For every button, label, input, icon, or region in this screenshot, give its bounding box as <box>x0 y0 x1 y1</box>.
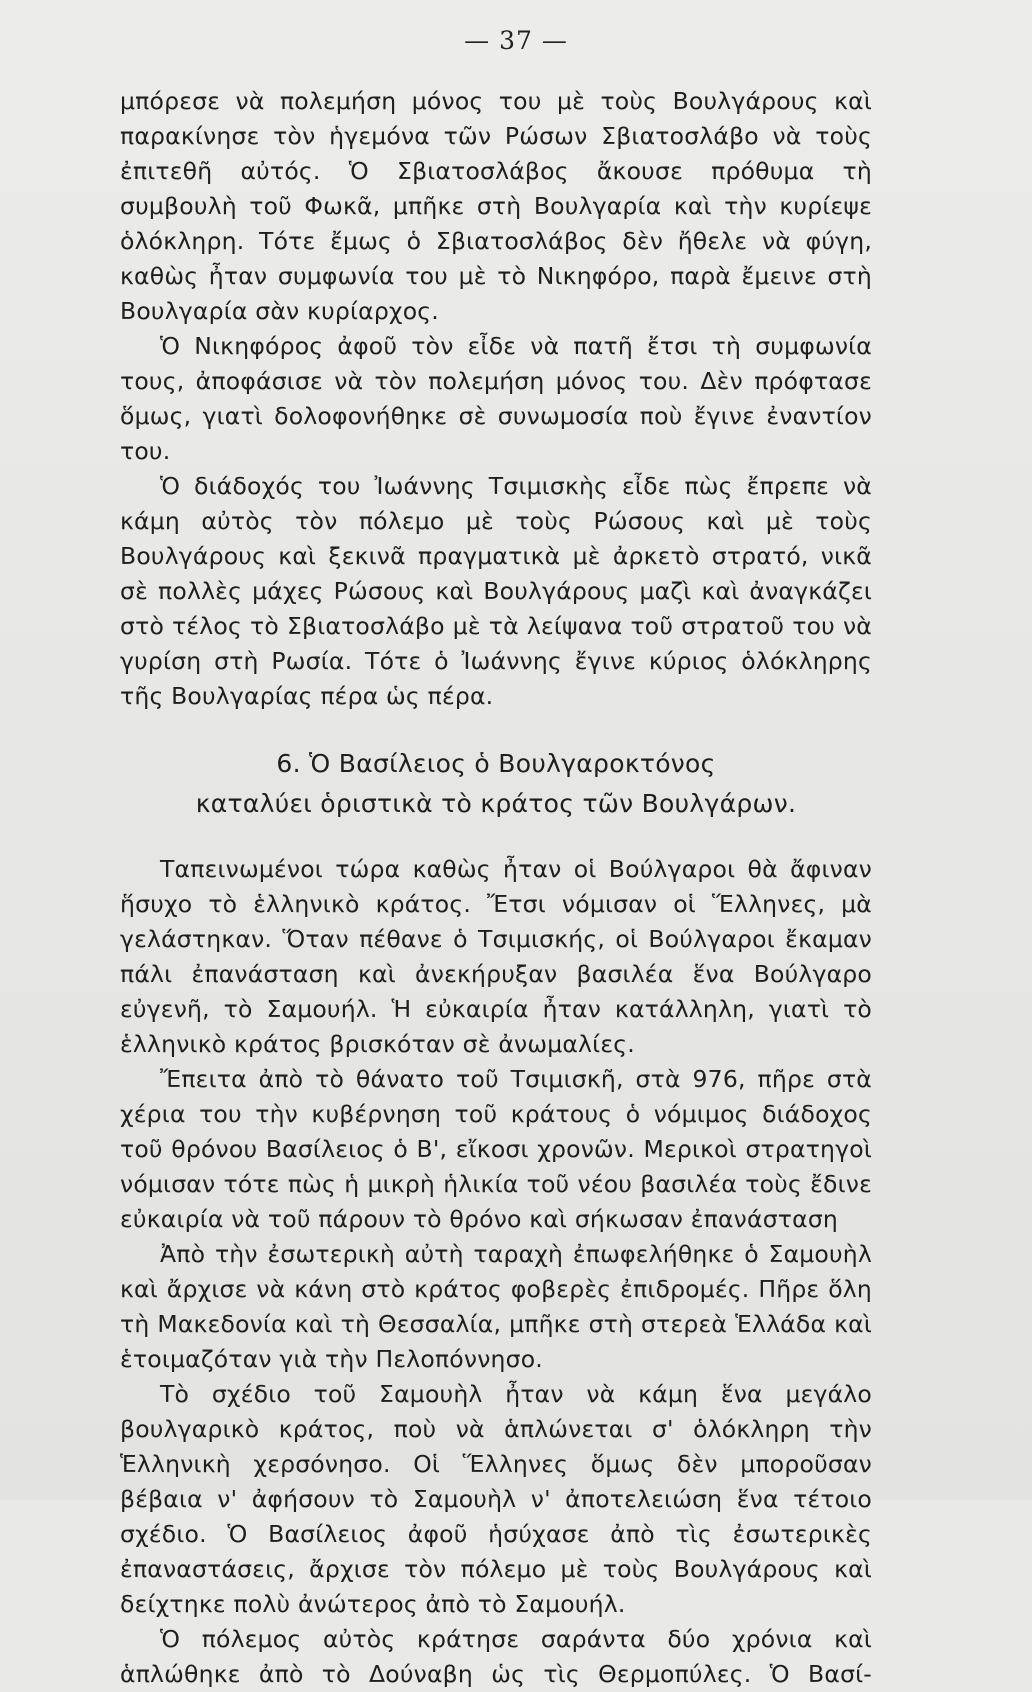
section-title <box>120 744 872 824</box>
paragraph-basil-ii: Ἔπειτα ἀπὸ τὸ θάνατο τοῦ Τσιμισκῆ, στὰ 976, πῆρε στὰ χέρια του τὴν κυβέρνηση τοῦ κράτους ὁ νόμιμος διάδοχος τοῦ θρόνου Βασίλειος ὁ Β', εἴκοσι χρονῶν. Μερικοὶ στρατηγοὶ νόμισαν τότε πὼς ἡ μικρὴ ἡλικία τοῦ νέου βασιλέα τοὺς ἔδινε εὐκαιρία νὰ τοῦ πάρουν τὸ θρόνο καὶ σήκωσαν ἐπανάσταση <box>120 1065 872 1233</box>
paragraph-samuel-raids: Ἀπὸ τὴν ἐσωτερικὴ αὐτὴ ταραχὴ ἐπωφελήθηκε ὁ Σαμουὴλ καὶ ἄρχισε νὰ κάνη στὸ κράτος φοβερὲς ἐπιδρομές. Πῆρε ὅλη τὴ Μακεδονία καὶ τὴ Θεσσαλία, μπῆκε στὴ στερεὰ Ἑλλάδα καὶ ἑτοιμαζόταν γιὰ τὴν Πελοπόννησο. <box>120 1240 872 1373</box>
paragraph-war-duration: Ὁ πόλεμος αὐτὸς κράτησε σαράντα δύο χρόνια καὶ ἁπλώθηκε ἀπὸ τὸ Δούναβη ὡς τὶς Θερμοπύλες. Ὁ Βασί- <box>120 1625 872 1688</box>
paragraph-nikephoros: Ὁ Νικηφόρος ἀφοῦ τὸν εἶδε νὰ πατῆ ἔτσι τὴ συμφωνία τους, ἀποφάσισε νὰ τὸν πολεμήση μόνος του. Δὲν πρόφτασε ὅμως, γιατὶ δολοφονήθηκε σὲ συνωμοσία ποὺ ἔγινε ἐναντίον του. <box>120 332 872 465</box>
page-number: — 37 — <box>464 26 568 55</box>
paragraph-bulgarians-revolt: Ταπεινωμένοι τώρα καθὼς ἦταν οἱ Βούλγαροι θὰ ἄφιναν ἥσυχο τὸ ἑλληνικὸ κράτος. Ἔτσι νόμισαν οἱ Ἕλληνες, μὰ γελάστηκαν. Ὅταν πέθανε ὁ Τσιμισκής, οἱ Βούλγαροι ἔκαμαν πάλι ἐπανάσταση καὶ ἀνεκήρυξαν βασιλέα ἕνα Βούλγαρο εὐγενῆ, τὸ Σαμουήλ. Ἡ εὐκαιρία ἦταν κατάλληλη, γιατὶ τὸ ἑλληνικὸ κράτος βρισκόταν σὲ ἀνωμαλίες. <box>120 855 872 1058</box>
paragraph-tsimiskis: Ὁ διάδοχός του Ἰωάννης Τσιμισκὴς εἶδε πὼς ἔπρεπε νὰ κάμη αὐτὸς τὸν πόλεμο μὲ τοὺς Ρώσους καὶ μὲ τοὺς Βουλγάρους καὶ ξεκινᾶ πραγματικὰ μὲ ἀρκετὸ στρατό, νικᾶ σὲ πολλὲς μάχες Ρώσους καὶ Βουλγάρους μαζὶ καὶ ἀναγκάζει στὸ τέλος τὸ Σβιατοσλάβο μὲ τὰ λείψανα τοῦ στρατοῦ του νὰ γυρίση στὴ Ρωσία. Τότε ὁ Ἰωάννης ἔγινε κύριος ὁλόκληρης τῆς Βουλγαρίας πέρα ὡς πέρα. <box>120 472 872 710</box>
page-content <box>120 84 872 1692</box>
paragraph-intro: μπόρεσε νὰ πολεμήση μόνος του μὲ τοὺς Βουλγάρους καὶ παρακίνησε τὸν ἡγεμόνα τῶν Ρώσων Σβιατοσλάβο νὰ τοὺς ἐπιτεθῆ αὐτός. Ὁ Σβιατοσλάβος ἄκουσε πρόθυμα τὴ συμβουλὴ τοῦ Φωκᾶ, μπῆκε στὴ Βουλγαρία καὶ τὴν κυρίεψε ὁλόκληρη. Τότε ἔμως ὁ Σβιατοσλάβος δὲν ἤθελε νὰ φύγη, καθὼς ἦταν συμφωνία του μὲ τὸ Νικηφόρο, παρὰ ἔμεινε στὴ Βουλγαρία σὰν κυρίαρχος. <box>120 87 872 325</box>
section-title-line-2: καταλύει ὁριστικὰ τὸ κράτος τῶν Βουλγάρων. <box>195 789 797 818</box>
section-title-line-1: 6. Ὁ Βασίλειος ὁ Βουλγαροκτόνος <box>276 749 716 778</box>
paragraph-samuel-plan: Τὸ σχέδιο τοῦ Σαμουὴλ ἦταν νὰ κάμη ἕνα μεγάλο βουλγαρικὸ κράτος, ποὺ νὰ ἁπλώνεται σ' ὁλόκληρη τὴν Ἑλληνικὴ χερσόνησο. Οἱ Ἕλληνες ὅμως δὲν μποροῦσαν βέβαια ν' ἀφήσουν τὸ Σαμουὴλ ν' ἀποτελειώση ἕνα τέτοιο σχέδιο. Ὁ Βασίλειος ἀφοῦ ἡσύχασε ἀπὸ τὶς ἐσωτερικὲς ἐπαναστάσεις, ἄρχισε τὸν πόλεμο μὲ τοὺς Βουλγάρους καὶ δείχτηκε πολὺ ἀνώτερος ἀπὸ τὸ Σαμουήλ. <box>120 1380 872 1618</box>
